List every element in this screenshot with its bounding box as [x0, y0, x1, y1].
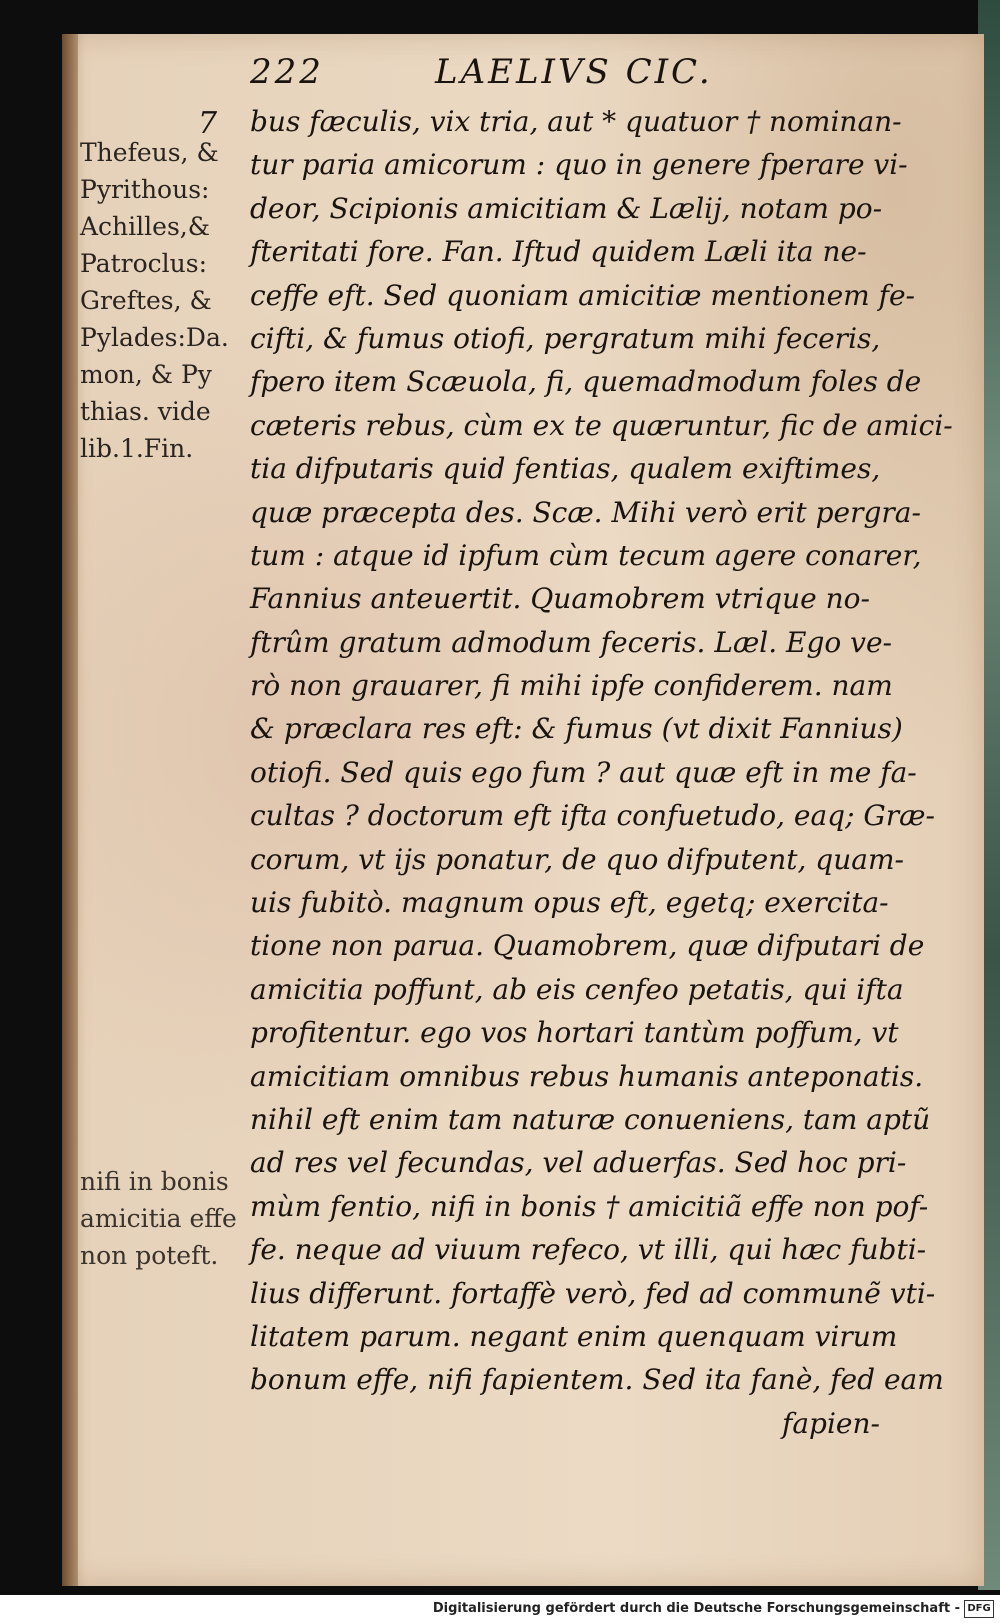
text-line: fteritati fore. Fan. Iftud quidem Læli ita ne-: [250, 235, 867, 269]
text-line: corum, vt ijs ponatur, de quo difputent, quam-: [250, 842, 904, 876]
text-line: cæteris rebus, cùm ex te quæruntur, fic de amici-: [250, 408, 953, 442]
text-line: fpero item Scæuola, fi, quemadmodum foles de: [250, 365, 922, 399]
text-line: bonum effe, nifi fapientem. Sed ita fanè, fed eam: [250, 1363, 944, 1397]
text-line: amicitiam omnibus rebus humanis anteponatis.: [250, 1059, 924, 1093]
margin-note-line: Greftes, &: [80, 286, 212, 315]
margin-note-line: Pylades:Da.: [80, 323, 229, 352]
text-line: otiofi. Sed quis ego fum ? aut quæ eft in me fa-: [250, 755, 917, 789]
text-line: & præclara res eft: & fumus (vt dixit Fannius): [250, 712, 903, 746]
text-line: nihil eft enim tam naturæ conueniens, tam aptũ: [250, 1102, 931, 1136]
text-line: tur paria amicorum : quo in genere fperare vi-: [250, 148, 908, 182]
text-line: ftrûm gratum admodum feceris. Læl. Ego ve-: [250, 625, 892, 659]
margin-note-line: Patroclus:: [80, 249, 208, 278]
text-line: fe. neque ad viuum refeco, vt illi, qui hæc fubti-: [250, 1233, 927, 1267]
text-line: tione non parua. Quamobrem, quæ difputari de: [250, 929, 925, 963]
margin-note-bottom: [80, 1163, 265, 1274]
dfg-logo-icon: DFG: [964, 1600, 994, 1618]
margin-note-line: Pyrithous:: [80, 175, 210, 204]
text-line: rò non grauarer, fi mihi ipfe confiderem. nam: [250, 669, 893, 703]
text-line: tia difputaris quid fentias, qualem exiftimes,: [250, 452, 881, 486]
page-header: [250, 52, 810, 102]
text-line: mùm fentio, nifi in bonis † amicitiã effe non pof-: [250, 1189, 929, 1223]
text-line: lius differunt. fortaffè verò, fed ad communẽ vti-: [250, 1276, 936, 1310]
margin-note-line: non poteft.: [80, 1241, 219, 1270]
margin-note-line: mon, & Py: [80, 360, 212, 389]
marginal-reference-number: 7: [198, 106, 218, 141]
margin-note-line: lib.1.Fin.: [80, 434, 194, 463]
page-number: 222: [250, 52, 324, 92]
funding-credit: Digitalisierung gefördert durch die Deutsche Forschungsgemeinschaft -: [432, 1601, 960, 1616]
text-line: ceffe eft. Sed quoniam amicitiæ mentionem fe-: [250, 278, 915, 312]
body-text: [250, 100, 953, 1445]
text-line: tum : atque id ipfum cùm tecum agere conarer,: [250, 538, 922, 572]
text-line: cultas ? doctorum eft ifta confuetudo, eaq; Græ-: [250, 799, 935, 833]
text-line: profitentur. ego vos hortari tantùm poffum, vt: [250, 1016, 899, 1050]
digitization-footer: [0, 1595, 1000, 1623]
margin-note-line: Achilles,&: [80, 212, 210, 241]
binding-gutter: [62, 34, 78, 1586]
catchword: fapien-: [782, 1406, 880, 1440]
margin-note-line: nifi in bonis: [80, 1167, 229, 1196]
margin-note-line: amicitia effe: [80, 1204, 237, 1233]
text-line: Fannius anteuertit. Quamobrem vtrique no-: [250, 582, 870, 616]
margin-note-line: Thefeus, &: [80, 138, 219, 167]
text-line: quæ præcepta des. Scæ. Mihi verò erit pergra-: [250, 495, 921, 529]
text-line: deor, Scipionis amicitiam & Lælij, notam po-: [250, 191, 883, 225]
text-line: ad res vel fecundas, vel aduerfas. Sed hoc pri-: [250, 1146, 907, 1180]
margin-note-top: [80, 134, 265, 467]
text-line: cifti, & fumus otiofi, pergratum mihi feceris,: [250, 321, 881, 355]
text-line: amicitia poffunt, ab eis cenfeo petatis, qui ifta: [250, 972, 904, 1006]
text-line: litatem parum. negant enim quenquam virum: [250, 1319, 898, 1353]
running-head: LAELIVS CIC.: [435, 52, 713, 92]
text-line: uis fubitò. magnum opus eft, egetq; exercita-: [250, 886, 889, 920]
margin-note-line: thias. vide: [80, 397, 211, 426]
text-line: bus fæculis, vix tria, aut * quatuor † nominan-: [250, 105, 902, 138]
